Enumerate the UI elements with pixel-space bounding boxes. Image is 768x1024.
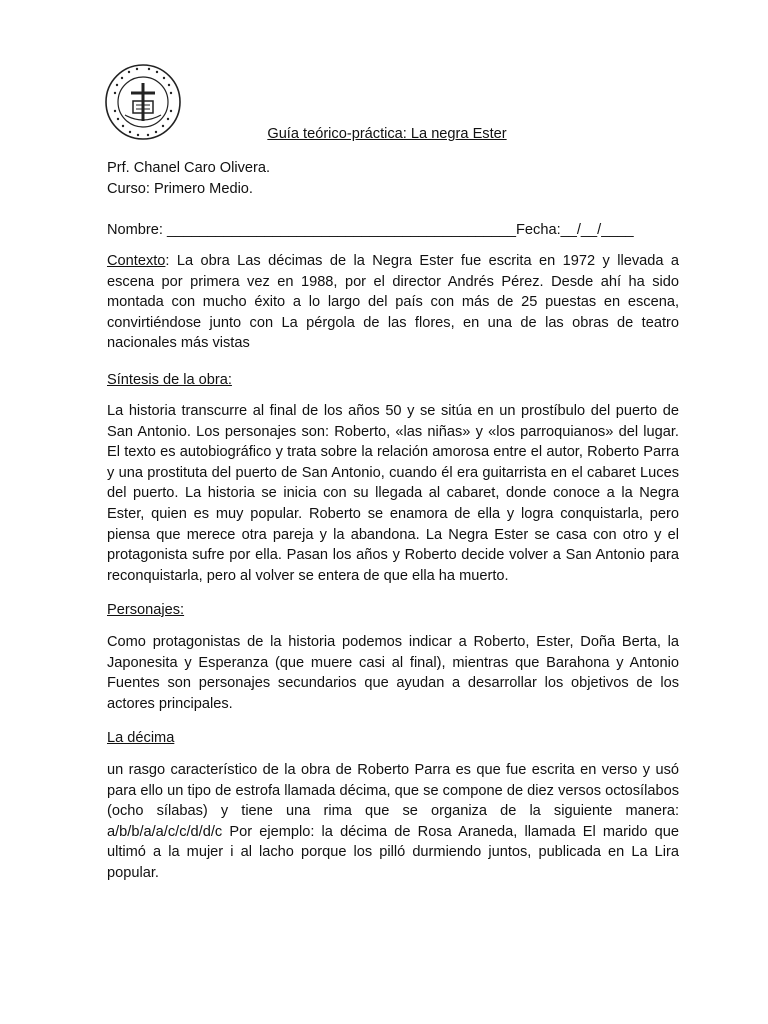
course-line: Curso: Primero Medio.	[107, 181, 253, 197]
sintesis-paragraph: La historia transcurre al final de los años 50 y se sitúa en un prostíbulo del puerto de San Antonio. Los personajes son: Roberto, «las niñas» y «los parroquianos» del lugar. El texto es autobiográfico y trata sobre la relación amorosa entre el autor, Roberto Parra y una prostituta del puerto de San Antonio, cuando él era guitarrista en el cabaret Luces del puerto. La historia se inicia con su llegada al cabaret, donde conoce a la Negra Ester, quien es muy popular. Roberto se enamora de ella y logra conquistarla, pero piensa que merece otra pareja y la abandona. La Negra Ester se casa con otro y el protagonista sufre por ella. Pasan los años y Roberto decide volver a San Antonio para reconquistarla, pero al volver se entera de que ella ha muerto.	[107, 403, 679, 584]
name-date-line[interactable]: Nombre: ___________________________________________Fecha:__/__/____	[107, 222, 634, 238]
personajes-paragraph: Como protagonistas de la historia podemos indicar a Roberto, Ester, Doña Berta, la Japonesita y Esperanza (que muere casi al final), mientras que Barahona y Antonio Fuentes son personajes secundarios que ayudan a desarrollar los objetivos de los actores principales.	[107, 634, 679, 712]
document-title: Guía teórico-práctica: La negra Ester	[267, 126, 507, 142]
decima-paragraph: un rasgo característico de la obra de Roberto Parra es que fue escrita en verso y usó para ello un tipo de estrofa llamada décima, que se compone de diez versos octosílabos (ocho sílabas) y tiene una rima que se organiza de la siguiente manera: a/b/b/a/a/c/c/d/d/c Por ejemplo: la décima de Rosa Araneda, llamada El marido que ultimó a la mujer i al lacho porque los pilló durmiendo juntos, publicada en La Lira popular.	[107, 762, 679, 881]
personajes-heading: Personajes:	[107, 602, 185, 618]
decima-heading: La décima	[107, 730, 175, 746]
contexto-paragraph	[107, 251, 679, 354]
sintesis-heading: Síntesis de la obra:	[107, 372, 232, 388]
contexto-heading: Contexto	[107, 253, 166, 269]
teacher-line: Prf. Chanel Caro Olivera.	[107, 160, 271, 176]
contexto-text: : La obra Las décimas de la Negra Ester fue escrita en 1972 y llevada a escena por primera vez en 1988, por el director Andrés Pérez. Desde ahí ha sido montada con mucho éxito a lo largo del país con más de 25 puestas en escena, convirtiéndose junto con La pérgola de las flores, en una de las obras de teatro nacionales más vistas	[107, 253, 679, 352]
